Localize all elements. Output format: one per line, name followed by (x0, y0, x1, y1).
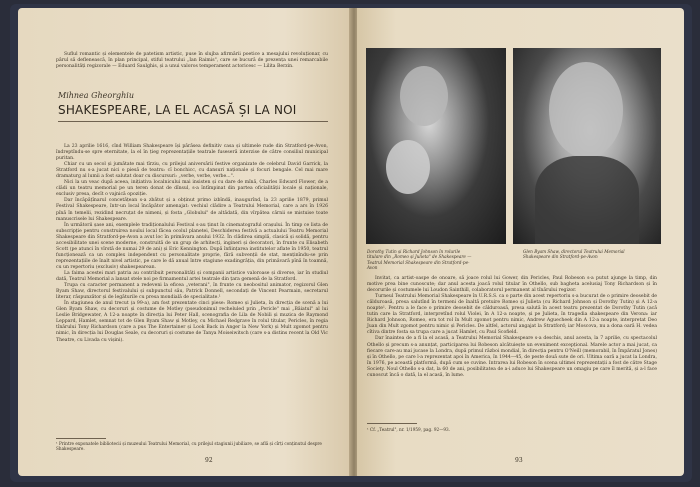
photo-glen-byam-shaw (513, 48, 661, 244)
paragraph: În stagiunea de anul trecut (a 99-a), am fost prezentate cinci piese: Romeo și Julieta, în direcția de scenă a lui Glen Byam Shaw, cu decoruri și costume de Motley (pseudonimul recheluled prin „Pericle" mai „Băiatul" al lui Leslie Bridgewater, A 12-a noapte în direcția lui Peter Hall, scenografia de Lila de Nobili și muzica de Raymond Leppard, Hamlet, semnat tot de Glen Byam Shaw și Motley, cu Michael Redgrave în rolul titular, Pericles, în regia tînărului Tony Richardson (care a pus The Entertainer și Look Back in Anger la New York) și Mult zgomot pentru nimic, în direcția lui Douglas Seale, cu decoruri și costume de Tanya Moiseiwitsch (care s-a distins recent la Old Vic Theatre, cu Livada cu vișini). (56, 301, 328, 343)
caption-photo-2: Glen Byam Shaw, directorul Teatrului Memorial Shakespeare din Stratford-pe-Avon (523, 249, 625, 260)
article-author: Mihnea Gheorghiu (58, 91, 135, 100)
left-footnote: ¹ Printre exponatele bibliotecii și muzeului Teatrului Memorial, cu prilejul stagiunii jubiliare, se află și cîrți conținutul despre Shakespeare. (56, 441, 322, 452)
paragraph: Trupa cu caracter permanent a redeveni la eficea „veterani", în frunte cu neobositul animator, regizorul Glen Byam Shaw, directorul festivalului și subpunctul său, Patrick Donnell, secondați de Vincent Pearmain, secretarul literar, răspunzător și de legăturile cu presa mondială de specialitate.¹ (56, 283, 328, 301)
article-title: SHAKESPEARE, LA EL ACASĂ ȘI LA NOI (58, 103, 297, 117)
paragraph: Nici la un veac după aceea, inițiativa localnicului mai insisten și cu dare de mînă, Charles Edward Flower, de a clădi un teatru memorial pe un teren donat de dînsul, s-a întîmpinat din partea oficialității locale și naționale, exclusiv presa, decît o vajnică opoziție. (56, 180, 328, 198)
right-page (357, 8, 684, 476)
photo-face-actress (386, 140, 430, 194)
right-page-number: 93 (515, 457, 523, 464)
paragraph: În următorii șase ani, exemplele tradiționalului Festival s-au ținut în cinematograful orașului. În timp ce lista de subscripție pentru construirea noului local făcea ocolul planetei, Deschiderea festivă a actualului Teatru Memorial Shakespeare din Stratford-pe-Avon a avut loc în primăvara anului 1932. În clădirea simplă, clasică și solidă, pentru accesibilitate unei scene moderne, construită de un grup de arhitecți, ingineri și decoratori, în frunte cu Elisabeth Scott (pe atunci în vîrstă de numai 29 de ani) și Eric Kennington. După înființarea institutelor aflate în 1950, teatrul funcționează ca un complex independent cu personalitate proprie, fără subvenții de stat, menținîndu-se prin reprezentațiile de înalt nivel artistic, pe care le dă anual între stagiune exadingrăția, din primăvară pînă în toamnă, cu un repertoriu (exclusiv) shakespearean. (56, 222, 328, 270)
left-body (56, 144, 328, 344)
paragraph: La 23 aprilie 1616, cînd William Shakespeare își părăsea definitiv casa și ultimele rude din Stratford-pe-Avon, îndreptîndu-se spre eternitate, la el în țieg reprezentațiile teatrale fuseseră interzise de către consiliul municipal puritan. (56, 144, 328, 162)
photo-suit (535, 156, 639, 244)
photo-romeo-juliet (366, 48, 506, 244)
right-footnote: ¹ Cf. „Teatrul", nr. 1/1959, pag. 92—93. (367, 427, 451, 432)
caption-photo-1: Dorothy Tutin și Richard Johnson în rolurile titulare din „Romeo și Julieta" de Shakespeare — Teatrul Memorial Shakespeare din Stratford-pe-Avon (367, 249, 472, 271)
left-page (18, 8, 351, 476)
paragraph: Dar încăpățînarul concetățean s-a zbătut și a obținut primo izbîndă, inaugurînd, la 23 aprilie 1879, primul Festival Shakespeare, într-un local încăpător amenajat: vechiul clădire a Teatrului Memorial, care a ars în 1926 pînă în temelii, rezidind necruțat de nimeni, și fosta „Globului" de altădată, din vîrpătea cărnii se mistuise toate manuscrisele lui Shakespeare. (56, 198, 328, 222)
left-page-number: 92 (205, 457, 213, 464)
intro-paragraph (56, 52, 328, 70)
intro-text: Suflul romantic și elementele de patetism artistic, puse în slujba afirmării poetice a mesajului revoluționar, cu părul să deflenească, în plan principal, stiful teatrului „Ian Raimis", care se bucură de prezența unei remarcabile personalități regizorale — Eduard Saulghis, și a unui valoros temperament actoricesc — Lilita Berzin. (56, 52, 328, 70)
paragraph: La faima acestei mari patria au contribuit personalități și companii artistice valoroase și diverse, iar în studiul dată, Teatrul Memorial a lansat stele noi pe firmamentul artei teatrale din țara gemenă de la Stratford. (56, 270, 328, 283)
photo-face-actor (400, 66, 448, 126)
paragraph: Turneul Teatrului Memorial Shakespeare în U.R.S.S. ca o parte din acest repertoriu s-a bucurat de o primire deosebit de călduroasă, presa salutînd în termeni de înaltă pretuire Romeo și Julieta (cu Richard Johnson și Dorothy Tutin) și A 12-a noapte¹. Pentru a le face o primire deosebit de călduroasă, presa salută în acest teatru prezentat de Dorothy Tutin (acă tutin care la Stratford, interpretînd rolul Violei, în A 12-a noapte, și pe Julieta, în tragedia shakespeare din Verona: iar Richard Johnson, Romeo, era tot rol în Mult zgomot pentru nimic, Andrew Aguecheek din A 12-a noapte, interpretat Deo Juan din Mult zgomot pentru nimic și Pericles. De altfel, actorul angajat la Stratford; iar Moscova, nu a dona oară H. vedea cîtiva dintre fosta sa trupa care a jucat Hamlet, cu Paul Scofield. (367, 294, 657, 336)
paragraph: Chiar cu un secol și jumătate mai tîrziu, cu prilejul aniversării festive organizate de celebrul David Garrick, la Stratford nu s-a jucat nici o piesă de teatru: cî bonchicc, cu dansuri naționale și focuri bengale. Cel mai mare dramaturg al lumii a fost salutat doar cu discursuri: „verbe, verbe, verbe...". (56, 162, 328, 180)
right-body (367, 276, 657, 379)
paragraph: Dar înaintea de a fi la el acasă, a Teatrului Memorial Shakespeare s-a deschis, anul acesta, la 7 aprilie, cu spectacolul Othello și precum s-a anunțat, participarea lui Robeson alcătuiește un eveniment excepțional. Marele actor a mai jucat, ca fiecare care-au mai jucase la Londra, după primul război mondial, în direcția pentru O'Neill (memorabil, în Împăratul Jones) și în Othello, pe care l-a reprezentat apoi în America, în 1944—45, de peste două sute de ori. Ultima oară a jucat la Londra, în 1976, pe această platformă, după cum se cuvine. Intrarea lui Robeson în scena ultimei reprezentații a fost de către Stage Society. Noul Othello s-a dat, la 60 de ani, posibilitatea de a-i aduce lui Shakespeare un omagiu pe care îl merită, și a-l face cunoscut încă o dată, la el acasă, în lume. (367, 336, 657, 378)
footnote-rule (56, 438, 106, 439)
photo-face-director (549, 62, 623, 158)
title-rule (58, 121, 328, 122)
footnote-rule (367, 423, 417, 424)
paragraph: Invitat, ca artist-oaspe de onoare, să joace rolul lui Gower, din Pericles, Paul Robeson s-a putut ajunge la timp, din motive prea bine cunoscute; dar anul acesta joacă rolul titular în Othello, sub bagheta acelusiaj Tony Richardson și în decorurile și costumele lui Loudon Sainthill, colaboratorul permanent al tînărului regizor. (367, 276, 657, 294)
book-spread (10, 4, 692, 482)
